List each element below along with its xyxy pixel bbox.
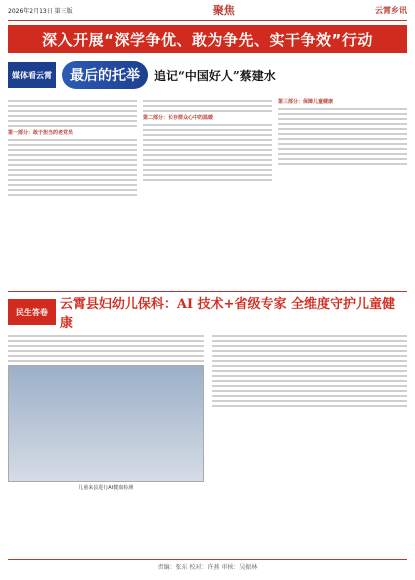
story2-tag: 民生答卷 xyxy=(8,299,56,325)
story2-photo xyxy=(8,365,204,491)
story2-photo-caption: 儿童来县进行AI健康检测 xyxy=(78,485,134,491)
story2-headline: 云霄县妇幼儿保科：AI 技术+省级专家 全维度守护儿童健康 xyxy=(59,297,395,331)
story1-headline-row xyxy=(8,57,407,93)
story1-badge: 最后的托举 xyxy=(62,61,148,89)
paper-name: 云霄乡讯 xyxy=(374,4,407,15)
footer-editors: 责编：张东 校对：许燕 审核：吴振林 xyxy=(8,559,407,572)
issue-date: 2026年2月13日 第三版 xyxy=(8,7,73,15)
main-banner: 深入开展“深学争优、敢为争先、实干争效”行动 xyxy=(8,25,407,53)
story1-col-3 xyxy=(278,97,407,285)
story1-col-2 xyxy=(143,97,272,285)
story2-left-col xyxy=(8,332,204,532)
story2-content xyxy=(8,332,407,532)
story1-headline: 追记“中国好人”蔡建水 xyxy=(154,68,276,83)
section-masthead: 聚焦 xyxy=(212,4,235,17)
story2-right-col xyxy=(212,332,408,532)
story1-col-1-head: 第一部分：敢于担当的老党员 xyxy=(8,130,74,136)
story1-col-2-head: 第二部分：长存群众心中的温暖 xyxy=(143,115,214,121)
story1-tag: 媒体看云霄 xyxy=(8,62,56,88)
story1-col-3-head: 第三部分：保障儿童健康 xyxy=(278,99,334,105)
top-bar xyxy=(8,0,407,21)
story2-headline-row xyxy=(8,296,407,331)
story1-col-1 xyxy=(8,97,137,285)
section-divider xyxy=(8,291,407,292)
story1-columns xyxy=(8,97,407,285)
